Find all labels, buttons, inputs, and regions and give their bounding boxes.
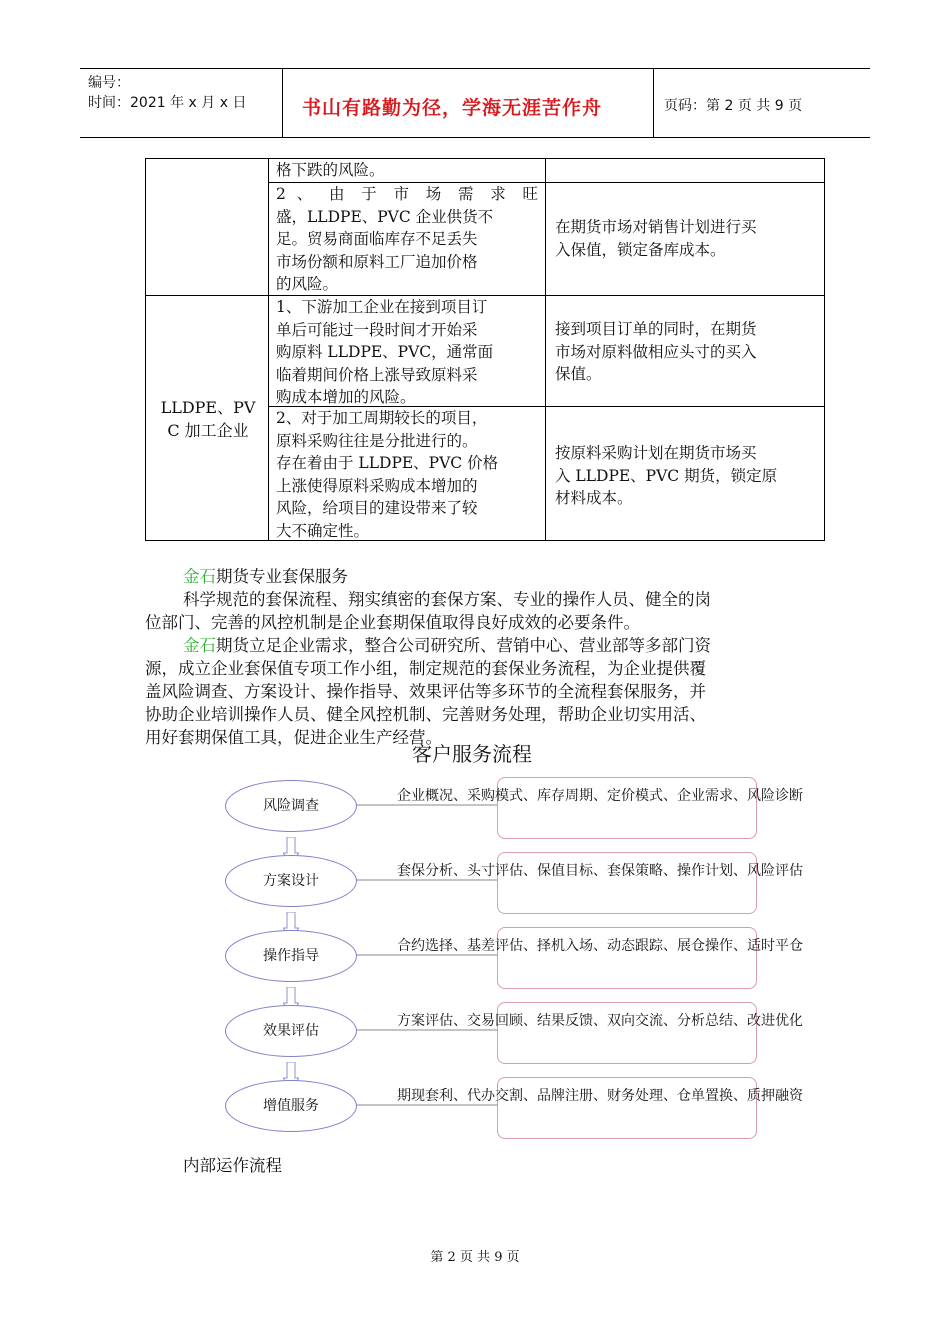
step-description: 合约选择、基差评估、择机入场、动态跟踪、展仓操作、适时平仓 xyxy=(397,938,803,954)
step-description: 企业概况、采购模式、库存周期、定价模式、企业需求、风险诊断 xyxy=(397,788,803,804)
doc-number-label: 编号： xyxy=(88,75,130,91)
brand-name: 金石 xyxy=(183,636,216,655)
flow-step-plan-design: 方案设计 xyxy=(225,855,357,907)
table-cell-risk: 2 、 由 于 市 场 需 求 旺 盛，LLDPE、PVC 企业供货不 足。贸易商面临库存不足丢失 市场份额和原料工厂追加价格 的风险。 xyxy=(276,185,538,293)
header-motto: 书山有路勤为径，学海无涯苦作舟 xyxy=(302,97,603,119)
step-description: 期现套利、代办交割、品牌注册、财务处理、仓单置换、质押融资 xyxy=(397,1088,803,1104)
flow-title: 客户服务流程 xyxy=(412,742,532,766)
table-cell-enterprise-type: LLDPE、PV C 加工企业 xyxy=(160,398,256,440)
flow-step-value-added-service: 增值服务 xyxy=(225,1080,357,1132)
paragraph: 科学规范的套保流程、翔实缜密的套保方案、专业的操作人员、健全的岗 位部门、完善的风控机制是企业套期保值取得良好成效的必要条件。 金石期货立足企业需求，整合公司研究所、营销中心、营业部等多部门资 源，成立企业套保值专项工作小组，制定规范的套保业务流程，为企业提供覆 盖风险调查、方案设计、操作指导、效果评估等多环节的全流程套保服务，并 协助企业培训操作人员、健全风控机制、完善财务处理，帮助企业切实用活、 用好套期保值工具，促进企业生产经营。 xyxy=(145,590,711,747)
step-description: 套保分析、头寸评估、保值目标、套保策略、操作计划、风险评估 xyxy=(397,863,803,879)
brand-name: 金石 xyxy=(183,567,216,586)
flow-step-effect-evaluation: 效果评估 xyxy=(225,1005,357,1057)
header-page-number: 页码：第 2 页 共 9 页 xyxy=(664,98,803,114)
flow-step-operation-guidance: 操作指导 xyxy=(225,930,357,982)
step-description: 方案评估、交易回顾、结果反馈、双向交流、分析总结、改进优化 xyxy=(397,1013,803,1029)
doc-time-label: 时间：2021 年 x 月 x 日 xyxy=(88,95,247,111)
table-cell-strategy: 在期货市场对销售计划进行买 入保值，锁定备库成本。 xyxy=(555,218,757,259)
internal-flow-heading: 内部运作流程 xyxy=(183,1156,282,1175)
section-heading: 金石期货专业套保服务 xyxy=(183,567,348,586)
page-footer: 第 2 页 共 9 页 xyxy=(430,1250,520,1265)
table-cell-risk: 2、对于加工周期较长的项目， 原料采购往往是分批进行的。 存在着由于 LLDPE、PVC 价格 上涨使得原料采购成本增加的 风险，给项目的建设带来了较 大不确定性。 xyxy=(276,409,499,540)
table-cell-risk: 1、下游加工企业在接到项目订 单后可能过一段时间才开始采 购原料 LLDPE、PVC，通常面 临着期间价格上涨导致原料采 购成本增加的风险。 xyxy=(276,298,494,406)
table-cell-risk: 格下跌的风险。 xyxy=(276,161,385,179)
table-cell-strategy: 按原料采购计划在期货市场买 入 LLDPE、PVC 期货，锁定原 材料成本。 xyxy=(555,444,778,507)
table-cell-strategy: 接到项目订单的同时，在期货 市场对原料做相应头寸的买入 保值。 xyxy=(555,320,757,383)
flow-step-risk-survey: 风险调查 xyxy=(225,780,357,832)
